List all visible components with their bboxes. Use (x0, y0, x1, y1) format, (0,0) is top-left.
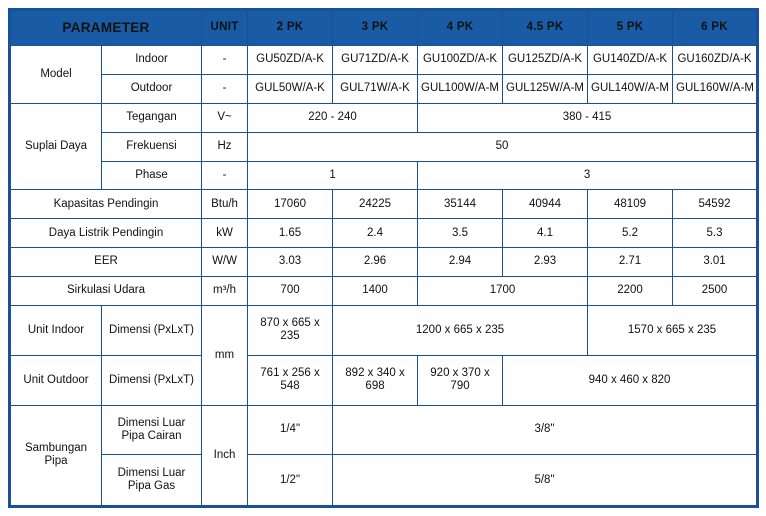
cell-eer-unit: W/W (202, 248, 248, 277)
cell-voltage-high: 380 - 415 (418, 103, 758, 132)
cell-model-indoor-5pk: GU140ZD/A-K (588, 46, 673, 75)
row-sublabel-indoor: Indoor (102, 46, 202, 75)
specification-table (8, 8, 759, 508)
cell-eer-5pk: 2.71 (588, 248, 673, 277)
header-unit: UNIT (202, 10, 248, 46)
row-label-power-supply: Suplai Daya (10, 103, 102, 190)
cell-gas-pipe-2pk: 1/2" (248, 455, 333, 507)
cell-cooling-capacity-4pk: 35144 (418, 190, 503, 219)
cell-liquid-pipe-rest: 3/8" (333, 405, 758, 455)
cell-voltage-low: 220 - 240 (248, 103, 418, 132)
cell-model-outdoor-3pk: GUL71W/A-K (333, 74, 418, 103)
cell-cooling-power-5pk: 5.2 (588, 219, 673, 248)
table-row (10, 132, 758, 161)
table-header (10, 10, 758, 46)
cell-indoor-dim-3pk-4-5pk: 1200 x 665 x 235 (333, 305, 588, 355)
row-label-airflow: Sirkulasi Udara (10, 277, 202, 306)
header-6pk: 6 PK (673, 10, 758, 46)
cell-airflow-unit: m³/h (202, 277, 248, 306)
table-row (10, 219, 758, 248)
cell-airflow-6pk: 2500 (673, 277, 758, 306)
header-2pk: 2 PK (248, 10, 333, 46)
cell-phase-3: 3 (418, 161, 758, 190)
cell-cooling-capacity-4-5pk: 40944 (503, 190, 588, 219)
cell-airflow-3pk: 1400 (333, 277, 418, 306)
row-sublabel-frequency: Frekuensi (102, 132, 202, 161)
cell-eer-4-5pk: 2.93 (503, 248, 588, 277)
table-row (10, 405, 758, 455)
row-sublabel-outdoor: Outdoor (102, 74, 202, 103)
table-row (10, 74, 758, 103)
cell-gas-pipe-rest: 5/8" (333, 455, 758, 507)
row-label-indoor-unit: Unit Indoor (10, 305, 102, 355)
cell-model-indoor-4pk: GU100ZD/A-K (418, 46, 503, 75)
table-row (10, 161, 758, 190)
row-sublabel-voltage: Tegangan (102, 103, 202, 132)
cell-voltage-unit: V~ (202, 103, 248, 132)
table-row (10, 455, 758, 507)
cell-eer-6pk: 3.01 (673, 248, 758, 277)
header-4-5pk: 4.5 PK (503, 10, 588, 46)
cell-frequency-value: 50 (248, 132, 758, 161)
cell-cooling-power-6pk: 5.3 (673, 219, 758, 248)
cell-eer-3pk: 2.96 (333, 248, 418, 277)
row-sublabel-liquid-pipe: Dimensi Luar Pipa Cairan (102, 405, 202, 455)
cell-model-outdoor-5pk: GUL140W/A-M (588, 74, 673, 103)
cell-model-outdoor-unit: - (202, 74, 248, 103)
header-parameter: PARAMETER (10, 10, 202, 46)
cell-dimension-unit: mm (202, 305, 248, 405)
cell-cooling-capacity-3pk: 24225 (333, 190, 418, 219)
row-label-pipe-connection: Sambungan Pipa (10, 405, 102, 506)
cell-eer-4pk: 2.94 (418, 248, 503, 277)
cell-model-outdoor-4-5pk: GUL125W/A-M (503, 74, 588, 103)
cell-cooling-power-4-5pk: 4.1 (503, 219, 588, 248)
cell-cooling-capacity-unit: Btu/h (202, 190, 248, 219)
row-label-model: Model (10, 46, 102, 104)
cell-model-indoor-6pk: GU160ZD/A-K (673, 46, 758, 75)
cell-cooling-power-2pk: 1.65 (248, 219, 333, 248)
row-sublabel-gas-pipe: Dimensi Luar Pipa Gas (102, 455, 202, 507)
cell-airflow-5pk: 2200 (588, 277, 673, 306)
cell-model-indoor-3pk: GU71ZD/A-K (333, 46, 418, 75)
table-row (10, 103, 758, 132)
cell-cooling-capacity-2pk: 17060 (248, 190, 333, 219)
cell-eer-2pk: 3.03 (248, 248, 333, 277)
cell-cooling-power-unit: kW (202, 219, 248, 248)
cell-cooling-capacity-5pk: 48109 (588, 190, 673, 219)
cell-outdoor-dim-2pk: 761 x 256 x 548 (248, 355, 333, 405)
table-row (10, 190, 758, 219)
cell-frequency-unit: Hz (202, 132, 248, 161)
row-label-cooling-capacity: Kapasitas Pendingin (10, 190, 202, 219)
cell-indoor-dim-2pk: 870 x 665 x 235 (248, 305, 333, 355)
cell-model-indoor-2pk: GU50ZD/A-K (248, 46, 333, 75)
cell-indoor-dim-5pk-6pk: 1570 x 665 x 235 (588, 305, 758, 355)
cell-cooling-power-4pk: 3.5 (418, 219, 503, 248)
cell-cooling-power-3pk: 2.4 (333, 219, 418, 248)
cell-pipe-unit: Inch (202, 405, 248, 506)
header-row (10, 10, 758, 46)
table-row (10, 355, 758, 405)
table-row (10, 277, 758, 306)
row-label-outdoor-unit: Unit Outdoor (10, 355, 102, 405)
table-row (10, 305, 758, 355)
cell-cooling-capacity-6pk: 54592 (673, 190, 758, 219)
row-sublabel-outdoor-dimension: Dimensi (PxLxT) (102, 355, 202, 405)
row-label-eer: EER (10, 248, 202, 277)
cell-airflow-4pk-4-5pk: 1700 (418, 277, 588, 306)
cell-phase-unit: - (202, 161, 248, 190)
header-4pk: 4 PK (418, 10, 503, 46)
header-3pk: 3 PK (333, 10, 418, 46)
cell-airflow-2pk: 700 (248, 277, 333, 306)
cell-model-outdoor-2pk: GUL50W/A-K (248, 74, 333, 103)
table-row (10, 46, 758, 75)
table-body (10, 46, 758, 507)
row-sublabel-phase: Phase (102, 161, 202, 190)
cell-model-outdoor-6pk: GUL160W/A-M (673, 74, 758, 103)
cell-model-indoor-4-5pk: GU125ZD/A-K (503, 46, 588, 75)
cell-outdoor-dim-4pk: 920 x 370 x 790 (418, 355, 503, 405)
header-5pk: 5 PK (588, 10, 673, 46)
cell-outdoor-dim-4-5pk-6pk: 940 x 460 x 820 (503, 355, 758, 405)
cell-model-outdoor-4pk: GUL100W/A-M (418, 74, 503, 103)
cell-outdoor-dim-3pk: 892 x 340 x 698 (333, 355, 418, 405)
cell-phase-1: 1 (248, 161, 418, 190)
cell-model-indoor-unit: - (202, 46, 248, 75)
table-row (10, 248, 758, 277)
row-sublabel-indoor-dimension: Dimensi (PxLxT) (102, 305, 202, 355)
cell-liquid-pipe-2pk: 1/4" (248, 405, 333, 455)
row-label-cooling-power: Daya Listrik Pendingin (10, 219, 202, 248)
